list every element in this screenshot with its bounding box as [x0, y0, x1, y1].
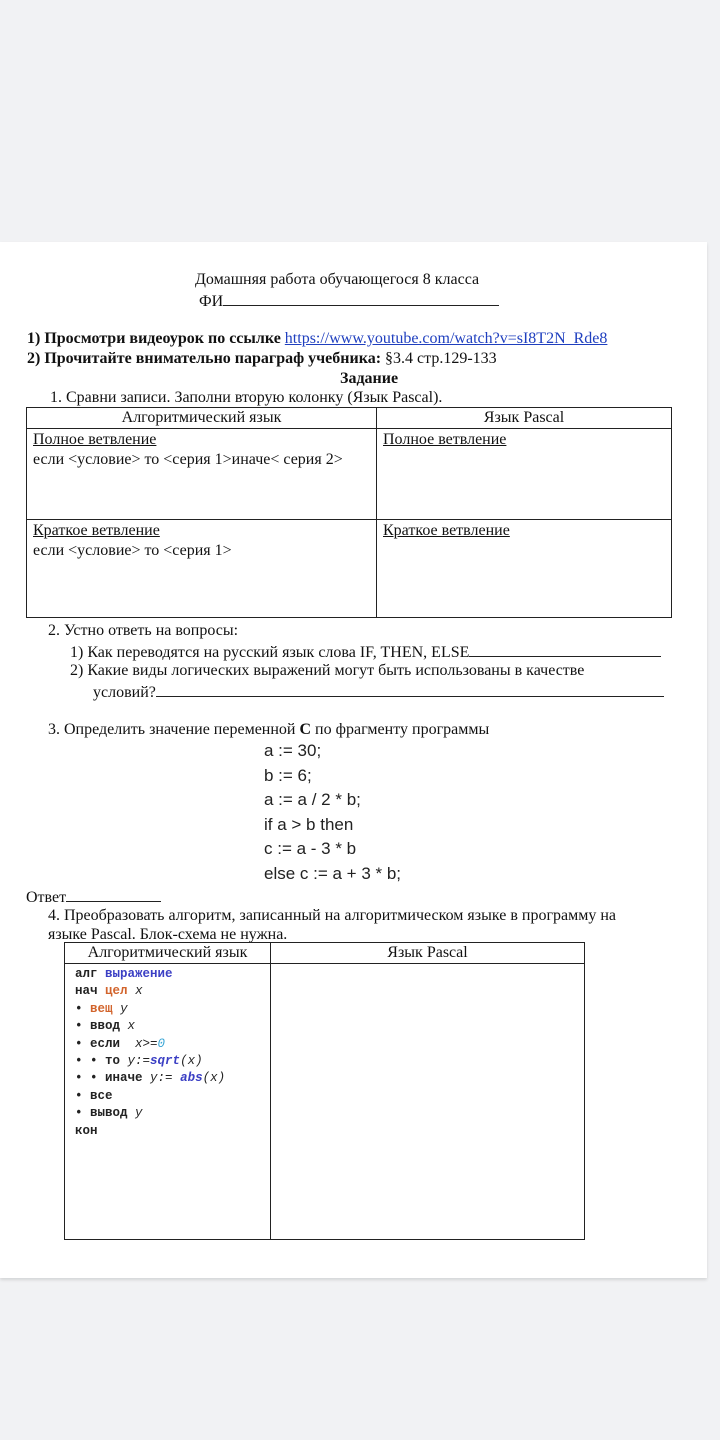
- table-row: [27, 520, 672, 618]
- task-1-text: 1. Сравни записи. Заполни вторую колонку (Язык Pascal).: [50, 389, 443, 406]
- answer-blank-q1[interactable]: [469, 641, 661, 657]
- page-title: Домашняя работа обучающегося 8 класса: [195, 271, 480, 288]
- answer-label: Ответ: [26, 889, 67, 906]
- cell-full-branch-alg: Полное ветвление если <условие> то <серия 1>иначе< серия 2>: [27, 429, 377, 520]
- document-page: [0, 242, 707, 1278]
- cell-short-branch-pascal[interactable]: Краткое ветвление: [377, 520, 672, 618]
- task-2-text: 2. Устно ответь на вопросы:: [48, 622, 239, 639]
- col-header-pascal: Язык Pascal: [377, 408, 672, 429]
- cell-short-branch-alg: Краткое ветвление если <условие> то <серия 1>: [27, 520, 377, 618]
- table-row: [27, 429, 672, 520]
- program-fragment: [264, 739, 401, 886]
- step-1: 1) Просмотри видеоурок по ссылке https://www.youtube.com/watch?v=sI8T2N_Rde8: [27, 330, 608, 347]
- task-heading: Задание: [340, 370, 399, 387]
- code-line: if a > b then: [264, 814, 354, 834]
- pascal-answer-cell[interactable]: [271, 964, 585, 1240]
- code-line: a := a / 2 * b;: [264, 790, 361, 809]
- answer-field: [26, 886, 161, 908]
- name-blank-line: [223, 290, 499, 306]
- col-header-pascal: Язык Pascal: [271, 943, 585, 964]
- question-2-cont: условий?: [93, 681, 664, 703]
- question-1: 1) Как переводятся на русский язык слова IF, THEN, ELSE: [70, 641, 661, 663]
- step-2: 2) Прочитайте внимательно параграф учебника: §3.4 стр.129-133: [27, 350, 497, 367]
- col-header-algorithmic: Алгоритмический язык: [27, 408, 377, 429]
- variable-c: C: [299, 721, 312, 738]
- question-2: 2) Какие виды логических выражений могут быть использованы в качестве: [70, 662, 585, 679]
- code-line: a := 30;: [264, 741, 322, 760]
- video-link[interactable]: https://www.youtube.com/watch?v=sI8T2N_Rde8: [284, 330, 608, 347]
- algorithm-listing: алг выражение нач цел x • вещ y • ввод x • если x>=0 • • то y:=sqrt(x) • • иначе y:= abs(x) • все • вывод y кон: [75, 967, 226, 1138]
- answer-blank[interactable]: [66, 886, 161, 902]
- cell-full-branch-pascal[interactable]: Полное ветвление: [377, 429, 672, 520]
- task-4-table: [64, 942, 585, 1240]
- task-3-text: 3. Определить значение переменной C по фрагменту программы: [48, 721, 490, 738]
- col-header-algorithmic: Алгоритмический язык: [65, 943, 271, 964]
- code-line: else c := a + 3 * b;: [264, 863, 402, 883]
- name-label: ФИ: [199, 293, 224, 310]
- algorithm-cell: [65, 964, 271, 1240]
- name-field: [199, 290, 499, 312]
- task-1-table: [26, 407, 672, 618]
- code-line: b := 6;: [264, 765, 312, 785]
- task-4-text: 4. Преобразовать алгоритм, записанный на алгоритмическом языке в программу на: [48, 907, 617, 924]
- answer-blank-q2[interactable]: [156, 681, 664, 697]
- code-line: c := a - 3 * b: [264, 839, 357, 858]
- task-4-text-cont: языке Pascal. Блок-схема не нужна.: [48, 926, 288, 943]
